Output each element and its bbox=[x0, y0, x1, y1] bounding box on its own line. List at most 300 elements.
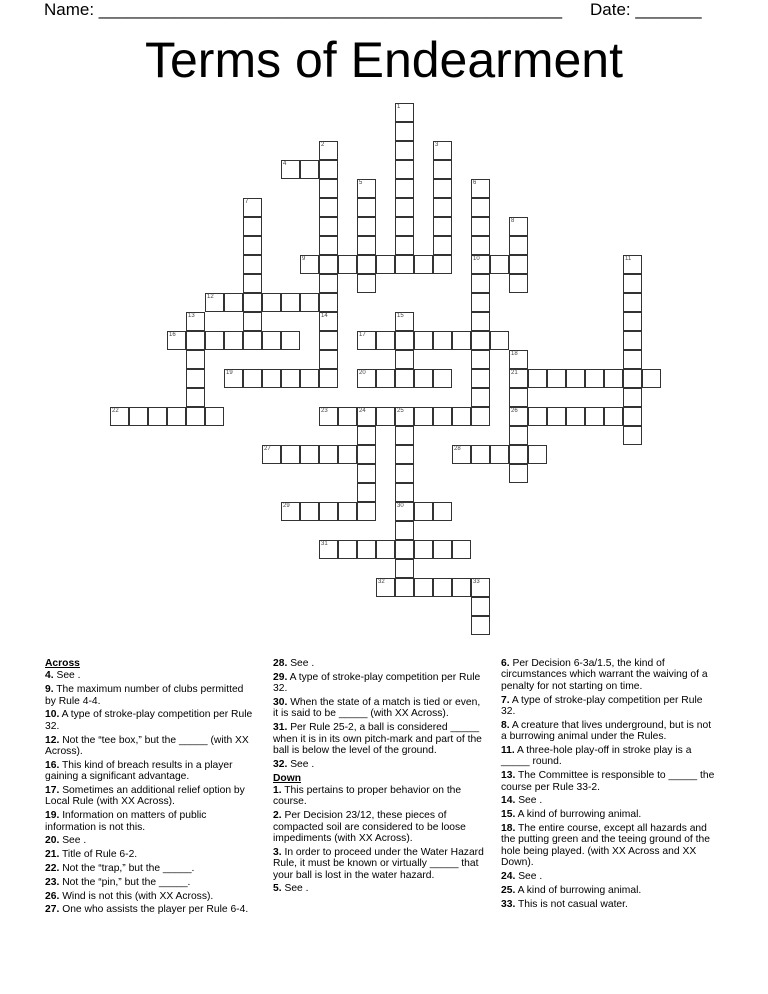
grid-cell[interactable] bbox=[338, 407, 357, 426]
grid-cell[interactable] bbox=[319, 331, 338, 350]
clue-item bbox=[273, 785, 487, 808]
grid-cell[interactable] bbox=[300, 160, 319, 179]
clue-text: When the state of a match is tied or even, it is said to be _____ (with XX Across). bbox=[273, 697, 481, 720]
grid-cell[interactable] bbox=[319, 179, 338, 198]
grid-cell[interactable] bbox=[509, 445, 528, 464]
grid-cell[interactable] bbox=[471, 198, 490, 217]
clue-number: 5 bbox=[359, 180, 363, 186]
grid-cell[interactable] bbox=[509, 350, 528, 369]
clue-number: 32. bbox=[273, 758, 288, 770]
grid-cell[interactable] bbox=[433, 179, 452, 198]
grid-cell[interactable] bbox=[243, 274, 262, 293]
grid-cell[interactable] bbox=[490, 331, 509, 350]
grid-cell[interactable] bbox=[357, 483, 376, 502]
grid-cell[interactable] bbox=[300, 369, 319, 388]
clue-text: See . bbox=[515, 795, 543, 807]
grid-cell[interactable] bbox=[414, 578, 433, 597]
clue-number: 13. bbox=[501, 770, 516, 782]
grid-cell[interactable] bbox=[281, 369, 300, 388]
grid-cell[interactable] bbox=[471, 597, 490, 616]
grid-cell[interactable] bbox=[414, 369, 433, 388]
grid-cell[interactable] bbox=[528, 407, 547, 426]
clue-item bbox=[45, 863, 257, 874]
clue-number: 1 bbox=[397, 104, 401, 110]
grid-cell[interactable] bbox=[623, 274, 642, 293]
grid-cell[interactable] bbox=[509, 217, 528, 236]
grid-cell[interactable] bbox=[452, 407, 471, 426]
grid-cell[interactable] bbox=[281, 445, 300, 464]
grid-cell[interactable] bbox=[243, 369, 262, 388]
clue-item bbox=[45, 670, 257, 681]
grid-cell[interactable] bbox=[471, 407, 490, 426]
clue-number: 23. bbox=[45, 876, 60, 888]
clue-text: A creature that lives underground, but is not a burrowing animal under the Rules. bbox=[501, 719, 712, 743]
clue-text: Title of Rule 6-2. bbox=[59, 849, 138, 861]
grid-cell[interactable] bbox=[395, 350, 414, 369]
clue-text: See . bbox=[281, 883, 309, 895]
grid-cell[interactable] bbox=[300, 293, 319, 312]
clue-number: 16. bbox=[45, 759, 60, 771]
clue-text: Per Rule 25-2, a ball is considered _____ when it is in its own pitch-mark and part of the ball is below the level of the ground. bbox=[273, 722, 482, 757]
grid-cell[interactable] bbox=[224, 331, 243, 350]
grid-cell[interactable] bbox=[357, 502, 376, 521]
grid-cell[interactable] bbox=[433, 141, 452, 160]
grid-cell[interactable] bbox=[433, 578, 452, 597]
grid-cell[interactable] bbox=[395, 407, 414, 426]
clue-item bbox=[273, 722, 487, 756]
clue-number: 17 bbox=[359, 332, 366, 338]
clue-text: A kind of burrowing animal. bbox=[515, 884, 642, 896]
clue-number: 31 bbox=[321, 541, 328, 547]
grid-cell[interactable] bbox=[623, 350, 642, 369]
grid-cell[interactable] bbox=[433, 502, 452, 521]
grid-cell[interactable] bbox=[471, 578, 490, 597]
clue-text: A type of stroke-play competition per Rule 32. bbox=[501, 694, 703, 718]
grid-cell[interactable] bbox=[395, 255, 414, 274]
grid-cell[interactable] bbox=[471, 255, 490, 274]
grid-cell[interactable] bbox=[414, 407, 433, 426]
grid-cell[interactable] bbox=[395, 198, 414, 217]
clue-number: 9 bbox=[302, 256, 306, 262]
clue-text: This pertains to proper behavior on the course. bbox=[273, 785, 462, 808]
clue-number: 22. bbox=[45, 863, 60, 875]
grid-cell[interactable] bbox=[471, 293, 490, 312]
grid-cell[interactable] bbox=[262, 445, 281, 464]
grid-cell[interactable] bbox=[623, 293, 642, 312]
grid-cell[interactable] bbox=[452, 331, 471, 350]
grid-cell[interactable] bbox=[281, 160, 300, 179]
clue-text: Not the “trap,” but the _____. bbox=[59, 863, 195, 875]
grid-cell[interactable] bbox=[471, 616, 490, 635]
grid-cell[interactable] bbox=[395, 502, 414, 521]
grid-cell[interactable] bbox=[471, 445, 490, 464]
grid-cell[interactable] bbox=[167, 331, 186, 350]
clue-number: 27. bbox=[45, 904, 60, 916]
grid-cell[interactable] bbox=[319, 502, 338, 521]
clue-number: 30. bbox=[273, 697, 288, 708]
grid-cell[interactable] bbox=[110, 407, 129, 426]
clue-number: 2 bbox=[321, 142, 325, 148]
clue-item bbox=[501, 720, 717, 743]
clue-number: 19 bbox=[226, 370, 233, 376]
clue-number: 20 bbox=[359, 370, 366, 376]
grid-cell[interactable] bbox=[547, 369, 566, 388]
grid-cell[interactable] bbox=[319, 407, 338, 426]
grid-cell[interactable] bbox=[585, 369, 604, 388]
across-heading: Across bbox=[45, 658, 80, 669]
clue-item bbox=[45, 849, 257, 860]
grid-cell[interactable] bbox=[319, 350, 338, 369]
grid-cell[interactable] bbox=[319, 141, 338, 160]
grid-cell[interactable] bbox=[623, 388, 642, 407]
clue-item bbox=[501, 871, 717, 882]
clue-text: One who assists the player per Rule 6-4. bbox=[59, 904, 249, 916]
clue-number: 21 bbox=[511, 370, 518, 376]
clue-item bbox=[273, 672, 487, 695]
grid-cell[interactable] bbox=[319, 312, 338, 331]
grid-cell[interactable] bbox=[167, 407, 186, 426]
grid-cell[interactable] bbox=[433, 407, 452, 426]
grid-cell[interactable] bbox=[319, 445, 338, 464]
grid-cell[interactable] bbox=[224, 369, 243, 388]
clue-text: See . bbox=[59, 835, 87, 847]
grid-cell[interactable] bbox=[300, 502, 319, 521]
grid-cell[interactable] bbox=[395, 312, 414, 331]
name-field[interactable]: Name: _________________________________________________ bbox=[44, 0, 563, 19]
grid-cell[interactable] bbox=[300, 255, 319, 274]
grid-cell[interactable] bbox=[319, 255, 338, 274]
clue-text: The entire course, except all hazards and the putting green and the teeing ground of the hole being played. (with XX Across and XX Down). bbox=[501, 823, 710, 869]
grid-cell[interactable] bbox=[300, 445, 319, 464]
grid-cell[interactable] bbox=[357, 179, 376, 198]
grid-cell[interactable] bbox=[509, 388, 528, 407]
grid-cell[interactable] bbox=[509, 236, 528, 255]
grid-cell[interactable] bbox=[395, 559, 414, 578]
grid-cell[interactable] bbox=[376, 407, 395, 426]
grid-cell[interactable] bbox=[452, 578, 471, 597]
grid-cell[interactable] bbox=[414, 502, 433, 521]
grid-cell[interactable] bbox=[319, 236, 338, 255]
grid-cell[interactable] bbox=[395, 141, 414, 160]
grid-cell[interactable] bbox=[357, 274, 376, 293]
clue-text: Information on matters of public information is not this. bbox=[45, 810, 207, 833]
grid-cell[interactable] bbox=[623, 369, 642, 388]
grid-cell[interactable] bbox=[319, 369, 338, 388]
grid-cell[interactable] bbox=[604, 369, 623, 388]
clue-item bbox=[273, 810, 487, 844]
grid-cell[interactable] bbox=[129, 407, 148, 426]
grid-cell[interactable] bbox=[395, 103, 414, 122]
clue-number: 10. bbox=[45, 709, 60, 721]
clue-number: 4. bbox=[45, 670, 54, 682]
grid-cell[interactable] bbox=[433, 198, 452, 217]
grid-cell[interactable] bbox=[357, 255, 376, 274]
clue-number: 15. bbox=[501, 809, 516, 821]
grid-cell[interactable] bbox=[376, 578, 395, 597]
clue-item bbox=[45, 709, 257, 732]
grid-cell[interactable] bbox=[243, 312, 262, 331]
grid-cell[interactable] bbox=[566, 369, 585, 388]
grid-cell[interactable] bbox=[243, 198, 262, 217]
grid-cell[interactable] bbox=[433, 217, 452, 236]
grid-cell[interactable] bbox=[243, 236, 262, 255]
grid-cell[interactable] bbox=[623, 312, 642, 331]
grid-cell[interactable] bbox=[376, 331, 395, 350]
clue-number: 33. bbox=[501, 898, 516, 910]
clue-number: 30 bbox=[397, 503, 404, 509]
grid-cell[interactable] bbox=[224, 293, 243, 312]
grid-cell[interactable] bbox=[319, 540, 338, 559]
grid-cell[interactable] bbox=[471, 369, 490, 388]
clue-number: 23 bbox=[321, 408, 328, 414]
clue-item bbox=[45, 835, 257, 846]
grid-cell[interactable] bbox=[357, 407, 376, 426]
grid-cell[interactable] bbox=[471, 331, 490, 350]
grid-cell[interactable] bbox=[395, 426, 414, 445]
grid-cell[interactable] bbox=[471, 217, 490, 236]
grid-cell[interactable] bbox=[338, 540, 357, 559]
clue-number: 12. bbox=[45, 734, 60, 746]
clue-number: 13 bbox=[188, 313, 195, 319]
grid-cell[interactable] bbox=[319, 198, 338, 217]
clue-number: 20. bbox=[45, 835, 60, 847]
grid-cell[interactable] bbox=[319, 217, 338, 236]
clue-number: 16 bbox=[169, 332, 176, 338]
grid-cell[interactable] bbox=[338, 255, 357, 274]
grid-cell[interactable] bbox=[547, 407, 566, 426]
clue-item bbox=[501, 658, 717, 692]
grid-cell[interactable] bbox=[395, 331, 414, 350]
grid-cell[interactable] bbox=[509, 464, 528, 483]
grid-cell[interactable] bbox=[509, 407, 528, 426]
clue-number: 28. bbox=[273, 658, 288, 669]
clue-number: 11 bbox=[625, 256, 632, 262]
grid-cell[interactable] bbox=[395, 445, 414, 464]
grid-cell[interactable] bbox=[186, 388, 205, 407]
grid-cell[interactable] bbox=[395, 464, 414, 483]
clue-number: 18. bbox=[501, 823, 516, 835]
grid-cell[interactable] bbox=[357, 464, 376, 483]
clue-text: Sometimes an additional relief option by Local Rule (with XX Across). bbox=[45, 785, 245, 808]
clue-item bbox=[45, 810, 257, 833]
grid-cell[interactable] bbox=[433, 540, 452, 559]
clue-item bbox=[45, 877, 257, 888]
clue-item bbox=[45, 735, 257, 758]
clues-column-1 bbox=[45, 658, 257, 918]
clue-item bbox=[45, 785, 257, 808]
grid-cell[interactable] bbox=[357, 217, 376, 236]
grid-cell[interactable] bbox=[281, 293, 300, 312]
grid-cell[interactable] bbox=[281, 331, 300, 350]
clue-number: 25 bbox=[397, 408, 404, 414]
grid-cell[interactable] bbox=[395, 578, 414, 597]
grid-cell[interactable] bbox=[205, 407, 224, 426]
clue-text: Wind is not this (with XX Across). bbox=[59, 890, 214, 902]
clue-text: This kind of breach results in a player gaining a significant advantage. bbox=[45, 759, 233, 783]
clue-item bbox=[501, 809, 717, 820]
grid-cell[interactable] bbox=[585, 407, 604, 426]
grid-cell[interactable] bbox=[452, 445, 471, 464]
clue-text: Per Decision 6-3a/1.5, the kind of circumstances which warrant the waiving of a penalty for not starting on time. bbox=[501, 658, 708, 692]
grid-cell[interactable] bbox=[243, 217, 262, 236]
clue-number: 15 bbox=[397, 313, 404, 319]
grid-cell[interactable] bbox=[433, 331, 452, 350]
clue-item bbox=[45, 684, 257, 707]
clue-text: The Committee is responsible to _____ the course per Rule 33-2. bbox=[501, 770, 715, 793]
clue-text: See . bbox=[287, 758, 315, 770]
clue-text: Not the “tee box,” but the _____ (with XX Across). bbox=[45, 734, 249, 758]
date-field[interactable]: Date: _______ bbox=[590, 0, 702, 19]
grid-cell[interactable] bbox=[186, 350, 205, 369]
clue-number: 6 bbox=[473, 180, 477, 186]
grid-cell[interactable] bbox=[395, 179, 414, 198]
clue-text: See . bbox=[53, 670, 81, 682]
grid-cell[interactable] bbox=[395, 369, 414, 388]
grid-cell[interactable] bbox=[509, 426, 528, 445]
clue-number: 24. bbox=[501, 871, 516, 883]
grid-cell[interactable] bbox=[262, 293, 281, 312]
grid-cell[interactable] bbox=[376, 369, 395, 388]
grid-cell[interactable] bbox=[357, 426, 376, 445]
grid-cell[interactable] bbox=[186, 407, 205, 426]
clue-number: 18 bbox=[511, 351, 518, 357]
down-clues-part-2 bbox=[501, 658, 717, 910]
grid-cell[interactable] bbox=[186, 369, 205, 388]
clue-number: 7 bbox=[245, 199, 249, 205]
grid-cell[interactable] bbox=[357, 198, 376, 217]
grid-cell[interactable] bbox=[509, 255, 528, 274]
grid-cell[interactable] bbox=[528, 369, 547, 388]
grid-cell[interactable] bbox=[509, 369, 528, 388]
grid-cell[interactable] bbox=[205, 331, 224, 350]
clue-number: 4 bbox=[283, 161, 287, 167]
grid-cell[interactable] bbox=[338, 502, 357, 521]
clue-number: 21. bbox=[45, 849, 60, 861]
clue-number: 26. bbox=[45, 890, 60, 902]
grid-cell[interactable] bbox=[471, 236, 490, 255]
clue-number: 29. bbox=[273, 671, 288, 683]
grid-cell[interactable] bbox=[186, 312, 205, 331]
clue-number: 8 bbox=[511, 218, 515, 224]
grid-cell[interactable] bbox=[471, 179, 490, 198]
clue-number: 24 bbox=[359, 408, 366, 414]
grid-cell[interactable] bbox=[186, 331, 205, 350]
grid-cell[interactable] bbox=[357, 369, 376, 388]
clue-number: 2. bbox=[273, 810, 282, 822]
clue-item bbox=[273, 759, 487, 770]
grid-cell[interactable] bbox=[357, 236, 376, 255]
grid-cell[interactable] bbox=[490, 445, 509, 464]
grid-cell[interactable] bbox=[414, 331, 433, 350]
clue-number: 7. bbox=[501, 694, 510, 706]
grid-cell[interactable] bbox=[357, 331, 376, 350]
grid-cell[interactable] bbox=[395, 160, 414, 179]
clue-item bbox=[501, 795, 717, 806]
clue-number: 3. bbox=[273, 846, 282, 858]
grid-cell[interactable] bbox=[357, 540, 376, 559]
grid-cell[interactable] bbox=[262, 369, 281, 388]
clue-number: 32 bbox=[378, 579, 385, 585]
grid-cell[interactable] bbox=[471, 274, 490, 293]
grid-cell[interactable] bbox=[433, 255, 452, 274]
grid-cell[interactable] bbox=[243, 331, 262, 350]
clue-number: 22 bbox=[112, 408, 119, 414]
clue-number: 33 bbox=[473, 579, 480, 585]
clue-item bbox=[45, 904, 257, 915]
clue-number: 10 bbox=[473, 256, 480, 262]
grid-cell[interactable] bbox=[433, 369, 452, 388]
grid-cell[interactable] bbox=[262, 331, 281, 350]
grid-cell[interactable] bbox=[623, 407, 642, 426]
grid-cell[interactable] bbox=[148, 407, 167, 426]
clue-number: 5. bbox=[273, 883, 282, 895]
grid-cell[interactable] bbox=[243, 255, 262, 274]
puzzle-title: Terms of Endearment bbox=[145, 32, 623, 88]
grid-cell[interactable] bbox=[623, 331, 642, 350]
grid-cell[interactable] bbox=[414, 540, 433, 559]
clue-item bbox=[501, 823, 717, 869]
clue-item bbox=[501, 885, 717, 896]
grid-cell[interactable] bbox=[604, 407, 623, 426]
clue-text: A type of stroke-play competition per Rule 32. bbox=[45, 709, 253, 732]
clue-number: 1. bbox=[273, 785, 282, 797]
clue-number: 25. bbox=[501, 884, 516, 896]
grid-cell[interactable] bbox=[395, 217, 414, 236]
grid-cell[interactable] bbox=[376, 255, 395, 274]
down-clues-part-1 bbox=[273, 785, 487, 895]
grid-cell[interactable] bbox=[338, 445, 357, 464]
grid-cell[interactable] bbox=[395, 540, 414, 559]
grid-cell[interactable] bbox=[395, 236, 414, 255]
grid-cell[interactable] bbox=[243, 293, 262, 312]
grid-cell[interactable] bbox=[623, 255, 642, 274]
grid-cell[interactable] bbox=[528, 445, 547, 464]
grid-cell[interactable] bbox=[509, 274, 528, 293]
grid-cell[interactable] bbox=[490, 255, 509, 274]
clue-text: Not the “pin,” but the _____. bbox=[59, 876, 191, 888]
grid-cell[interactable] bbox=[205, 293, 224, 312]
grid-cell[interactable] bbox=[395, 483, 414, 502]
grid-cell[interactable] bbox=[642, 369, 661, 388]
grid-cell[interactable] bbox=[357, 445, 376, 464]
grid-cell[interactable] bbox=[281, 502, 300, 521]
grid-cell[interactable] bbox=[414, 255, 433, 274]
clues-column-2 bbox=[273, 658, 487, 897]
across-clues-part-1 bbox=[45, 670, 257, 915]
grid-cell[interactable] bbox=[623, 426, 642, 445]
grid-cell[interactable] bbox=[566, 407, 585, 426]
clue-item bbox=[273, 658, 487, 669]
clue-item bbox=[273, 697, 487, 720]
grid-cell[interactable] bbox=[376, 540, 395, 559]
grid-cell[interactable] bbox=[319, 160, 338, 179]
grid-cell[interactable] bbox=[471, 350, 490, 369]
grid-cell[interactable] bbox=[471, 312, 490, 331]
grid-cell[interactable] bbox=[452, 540, 471, 559]
clue-number: 19. bbox=[45, 810, 60, 822]
grid-cell[interactable] bbox=[319, 293, 338, 312]
grid-cell[interactable] bbox=[433, 160, 452, 179]
grid-cell[interactable] bbox=[471, 388, 490, 407]
clue-number: 27 bbox=[264, 446, 271, 452]
clue-number: 28 bbox=[454, 446, 461, 452]
grid-cell[interactable] bbox=[395, 122, 414, 141]
grid-cell[interactable] bbox=[433, 236, 452, 255]
grid-cell[interactable] bbox=[319, 274, 338, 293]
clue-item bbox=[501, 745, 717, 768]
clue-text: See . bbox=[515, 871, 543, 883]
grid-cell[interactable] bbox=[395, 521, 414, 540]
